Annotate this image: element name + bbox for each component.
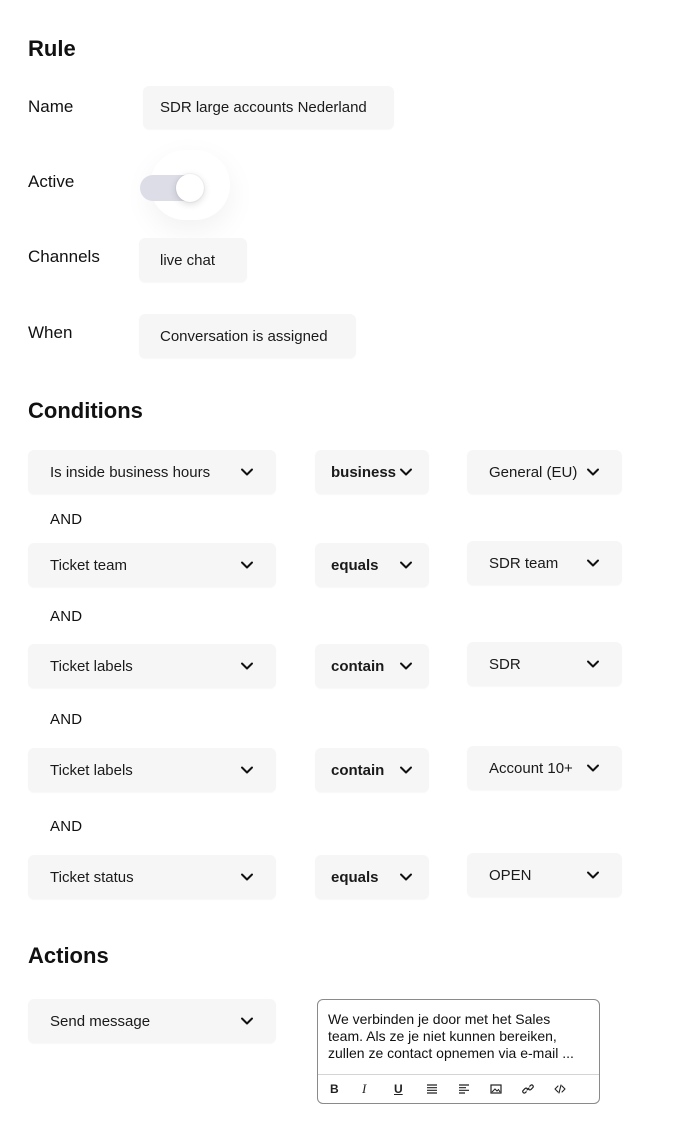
condition-operator-value: equals — [331, 868, 379, 886]
chevron-down-icon — [399, 870, 413, 884]
channels-label: Channels — [28, 247, 100, 266]
chevron-down-icon — [399, 465, 413, 479]
channels-field[interactable] — [139, 238, 247, 282]
condition-operator-dropdown[interactable] — [315, 543, 429, 587]
condition-value-text: SDR team — [489, 554, 559, 572]
name-label: Name — [28, 97, 74, 116]
toggle-knob[interactable] — [176, 174, 204, 202]
condition-operator-value: contain — [331, 657, 385, 675]
and-connector: AND — [50, 711, 83, 728]
link-icon[interactable] — [522, 1079, 554, 1099]
condition-value-dropdown[interactable] — [467, 746, 622, 790]
condition-operator-value: contain — [331, 761, 385, 779]
condition-value-text: Account 10+ — [489, 759, 573, 777]
condition-field-value: Ticket team — [50, 556, 127, 574]
message-editor[interactable] — [317, 999, 600, 1104]
condition-operator-value: business — [331, 463, 397, 481]
condition-field-value: Ticket labels — [50, 657, 133, 675]
chevron-down-icon — [586, 657, 600, 671]
name-field[interactable] — [143, 86, 394, 129]
chevron-down-icon — [240, 558, 254, 572]
condition-field-dropdown[interactable] — [28, 450, 276, 494]
active-toggle[interactable] — [140, 175, 204, 201]
actions-heading: Actions — [28, 943, 109, 968]
action-value: Send message — [50, 1012, 151, 1030]
condition-operator-value: equals — [331, 556, 379, 574]
chevron-down-icon — [399, 558, 413, 572]
when-field[interactable] — [139, 314, 356, 358]
condition-value-text: OPEN — [489, 866, 532, 884]
chevron-down-icon — [240, 1014, 254, 1028]
name-value: SDR large accounts Nederland — [160, 99, 367, 116]
condition-field-value: Ticket labels — [50, 761, 133, 779]
bold-button[interactable]: B — [330, 1082, 339, 1096]
condition-field-dropdown[interactable] — [28, 748, 276, 792]
condition-field-value: Ticket status — [50, 868, 134, 886]
when-label: When — [28, 323, 73, 342]
chevron-down-icon — [586, 761, 600, 775]
underline-button[interactable]: U — [394, 1082, 403, 1096]
condition-field-value: Is inside business hours — [50, 463, 211, 481]
condition-operator-dropdown[interactable] — [315, 644, 429, 688]
condition-field-dropdown[interactable] — [28, 543, 276, 587]
chevron-down-icon — [240, 870, 254, 884]
active-label: Active — [28, 172, 75, 191]
condition-value-dropdown[interactable] — [467, 450, 622, 494]
channels-value: live chat — [160, 251, 216, 269]
chevron-down-icon — [399, 659, 413, 673]
condition-value-dropdown[interactable] — [467, 853, 622, 897]
and-connector: AND — [50, 511, 83, 528]
rule-heading: Rule — [28, 36, 76, 61]
chevron-down-icon — [240, 659, 254, 673]
when-value: Conversation is assigned — [160, 327, 328, 345]
chevron-down-icon — [399, 763, 413, 777]
align-justify-icon[interactable] — [426, 1079, 458, 1099]
message-text[interactable]: We verbinden je door met het Sales team. Als ze je niet kunnen bereiken, zullen ze contact opnemen via e-mail ... — [328, 1011, 574, 1061]
align-left-icon[interactable] — [458, 1079, 490, 1099]
condition-value-text: General (EU) — [489, 463, 578, 481]
action-dropdown[interactable] — [28, 999, 276, 1043]
condition-value-text: SDR — [489, 655, 521, 673]
condition-operator-dropdown[interactable] — [315, 748, 429, 792]
condition-value-dropdown[interactable] — [467, 541, 622, 585]
conditions-heading: Conditions — [28, 398, 143, 423]
chevron-down-icon — [586, 465, 600, 479]
condition-value-dropdown[interactable] — [467, 642, 622, 686]
italic-button[interactable]: I — [362, 1081, 367, 1096]
and-connector: AND — [50, 818, 83, 835]
and-connector: AND — [50, 608, 83, 625]
image-icon[interactable] — [490, 1079, 522, 1099]
chevron-down-icon — [240, 465, 254, 479]
chevron-down-icon — [586, 556, 600, 570]
condition-field-dropdown[interactable] — [28, 644, 276, 688]
chevron-down-icon — [586, 868, 600, 882]
code-icon[interactable] — [554, 1079, 586, 1099]
editor-toolbar — [318, 1074, 599, 1103]
condition-operator-dropdown[interactable] — [315, 855, 429, 899]
condition-operator-dropdown[interactable] — [315, 450, 429, 494]
condition-field-dropdown[interactable] — [28, 855, 276, 899]
chevron-down-icon — [240, 763, 254, 777]
